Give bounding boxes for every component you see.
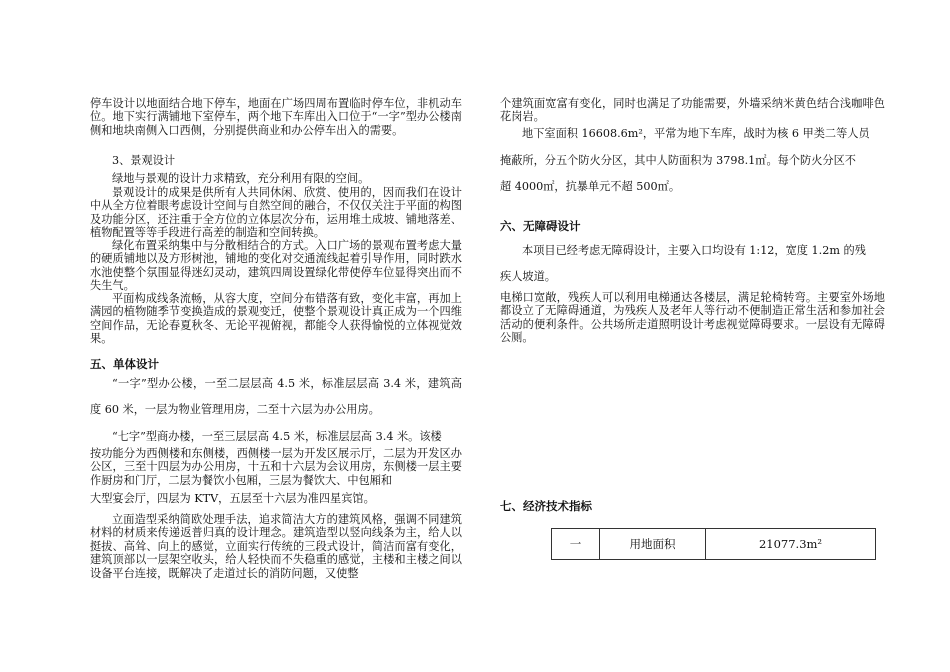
- paragraph-access-1: 本项目已经考虑无障碍设计，主要入口均设有 1:12，宽度 1.2m 的残: [522, 244, 866, 257]
- paragraph-landscape-3: 绿化布置采纳集中与分散相结合的方式。入口广场的景观布置考虑大量的硬质铺地以及方形树池，铺地的变化对交通流线起着引导作用，同时跌水水池使整个氛围显得迷幻灵动，建筑四周设置绿化带使停车位显得突出而不失生气。: [90, 239, 462, 293]
- item-value-cell: 21077.3m²: [706, 529, 876, 560]
- paragraph-unit-1: “一字”型办公楼，一至二层层高 4.5 米，标准层层高 3.4 米，建筑高度 60 米，一层为物业管理用房，二至十六层为办公用房。: [90, 377, 462, 416]
- paragraph-unit-2a: “七字”型商办楼，一至三层层高 4.5 米，标准层层高 3.4 米。该楼: [112, 430, 442, 443]
- indicators-table: [551, 528, 876, 560]
- paragraph-basement-1: 地下室面积 16608.6m²，平常为地下车库，战时为核 6 甲类二等人员: [522, 127, 870, 140]
- paragraph-continue: 个建筑面宽富有变化，同时也满足了功能需要，外墙采纳米黄色结合浅咖啡色花岗岩。: [500, 97, 885, 124]
- table-row: [552, 529, 876, 560]
- paragraph-basement-2: 掩蔽所，分五个防火分区，其中人防面积为 3798.1㎡。每个防火分区不: [500, 154, 856, 167]
- paragraph-access-2: 疾人坡道。: [500, 270, 556, 283]
- paragraph-unit-2b: 按功能分为西侧楼和东侧楼，西侧楼一层为开发区展示厅，二层为开发区办公区，三至十四层为办公用房，十五和十六层为会议用房，东侧楼一层主要作厨房和门厅，二层为餐饮小包厢，三层为餐饮大、中包厢和: [90, 447, 462, 487]
- section-5-heading: 五、单体设计: [90, 357, 159, 371]
- paragraph-landscape-1: 绿地与景观的设计力求精致，充分利用有限的空间。: [112, 172, 370, 185]
- paragraph-unit-2c: 大型宴会厅，四层为 KTV，五层至十六层为准四星宾馆。: [90, 492, 375, 505]
- item-name-cell: 用地面积: [600, 529, 706, 560]
- paragraph-access-3: 电梯口宽敞，残疾人可以利用电梯通达各楼层，满足轮椅转弯。主要室外场地都设立了无障碍通道，为残疾人及老年人等行动不便制造正常生活和参加社会活动的便利条件。公共场所走道照明设计考虑视觉障碍要求。一层设有无障碍公厕。: [500, 291, 885, 345]
- paragraph-parking: 停车设计以地面结合地下停车，地面在广场四周布置临时停车位，非机动车位。地下实行满铺地下室停车，两个地下车库出入口位于“一字”型办公楼南侧和地块南侧入口西侧，分别提供商业和办公停车出入的需要。: [90, 97, 462, 137]
- heading-landscape: 3、景观设计: [112, 154, 176, 167]
- paragraph-landscape-2: 景观设计的成果是供所有人共同休闲、欣赏、使用的，因而我们在设计中从全方位着眼考虑设计空间与自然空间的融合，不仅仅关注于平面的构图及功能分区，还注重于全方位的立体层次分布，运用堆土成坡、铺地落差、植物配置等等手段进行高差的制造和空间转换。: [90, 186, 462, 240]
- paragraph-facade: 立面造型采纳简欧处理手法，追求简洁大方的建筑风格，强调不同建筑材料的材质来传递返普归真的设计理念。建筑造型以竖向线条为主，给人以挺拔、高耸、向上的感觉，立面实行传统的三段式设计，简洁而富有变化，建筑顶部以一层架空收头，给人轻快而不失稳重的感觉，主楼和主楼之间以设备平台连接，既解决了走道过长的消防问题，又使整: [90, 513, 462, 580]
- section-6-heading: 六、无障碍设计: [500, 219, 581, 233]
- paragraph-landscape-4: 平面构成线条流畅，从容大度，空间分布错落有致，变化丰富，再加上满园的植物随季节变换造成的景观变迁，使整个景观设计真正成为一个四维空间作品，无论春夏秋冬、无论平视俯视，都能令人获得愉悦的立体视觉效果。: [90, 292, 462, 346]
- paragraph-basement-3: 超 4000㎡，抗暴单元不超 500㎡。: [500, 180, 681, 193]
- section-7-heading: 七、经济技术指标: [500, 499, 592, 513]
- row-number-cell: 一: [552, 529, 600, 560]
